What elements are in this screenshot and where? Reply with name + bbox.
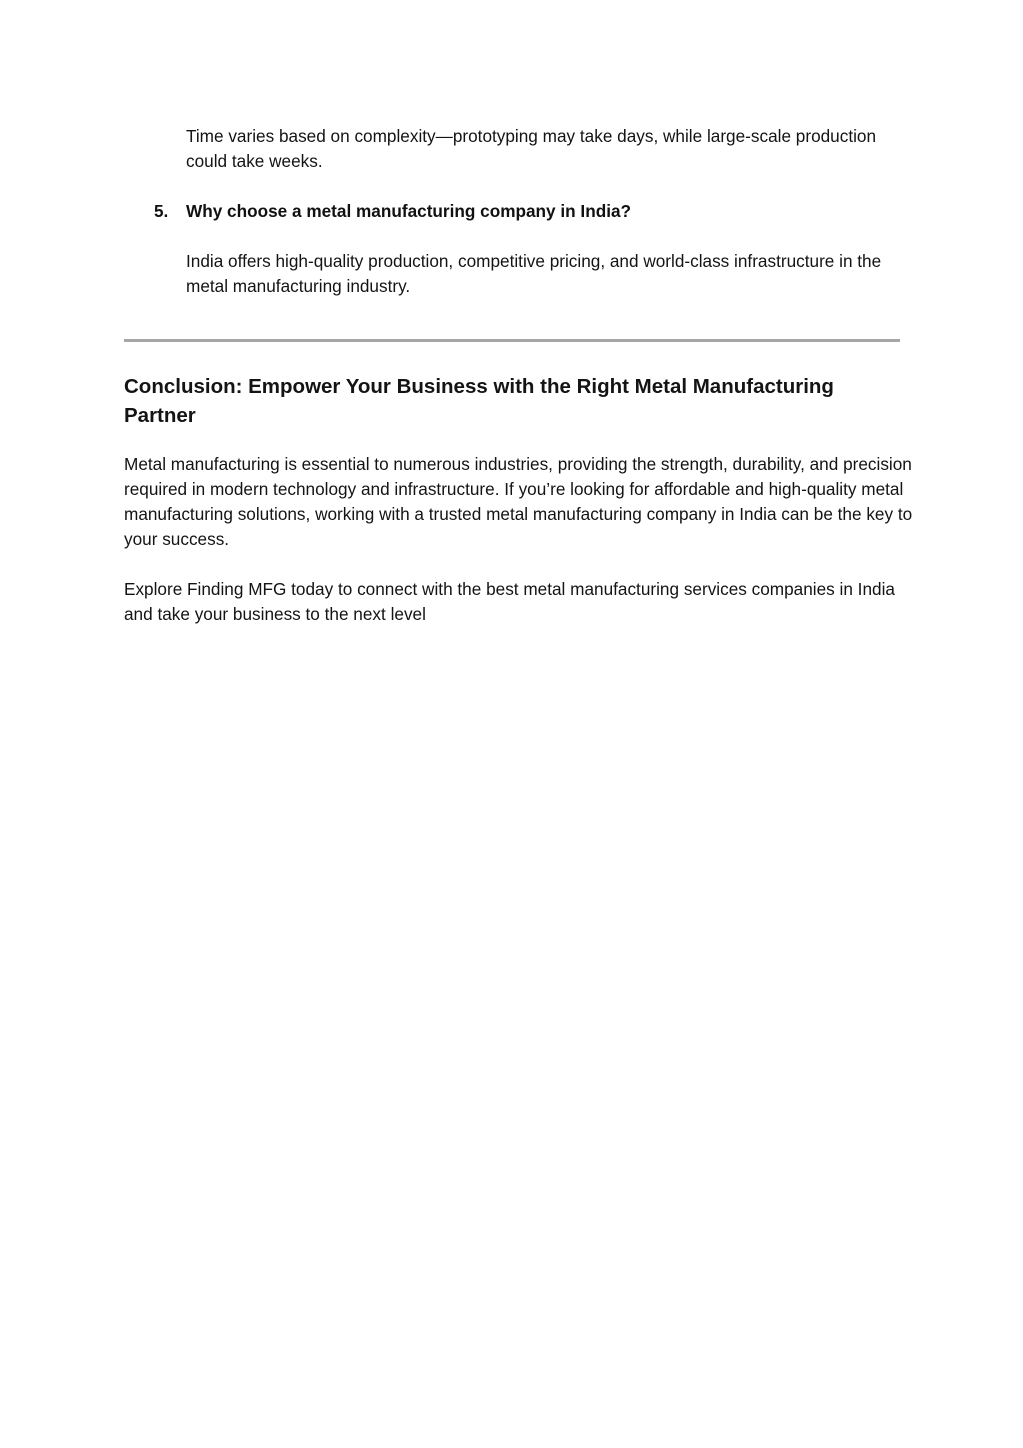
conclusion-heading: Conclusion: Empower Your Business with the Right Metal Manufacturing Partner [124, 375, 834, 427]
horizontal-divider [124, 339, 900, 342]
faq-answer-5: India offers high-quality production, competitive pricing, and world-class infrastructure in the metal manufacturing industry. [186, 251, 882, 296]
conclusion-paragraph-2: Explore Finding MFG today to connect with the best metal manufacturing services companies in India and take your business to the next level [124, 579, 895, 624]
faq-question-number: 5. [154, 201, 169, 221]
faq-question-text: Why choose a metal manufacturing company in India? [186, 201, 632, 221]
faq-answer-4: Time varies based on complexity—prototyping may take days, while large-scale production could take weeks. [186, 126, 877, 171]
faq-question-5 [154, 199, 894, 224]
conclusion-paragraph-1: Metal manufacturing is essential to numerous industries, providing the strength, durability, and precision required in modern technology and infrastructure. If you’re looking for affordable and high-quality metal manufacturing solutions, working with a trusted metal manufacturing company in India can be the key to your success. [124, 454, 913, 549]
